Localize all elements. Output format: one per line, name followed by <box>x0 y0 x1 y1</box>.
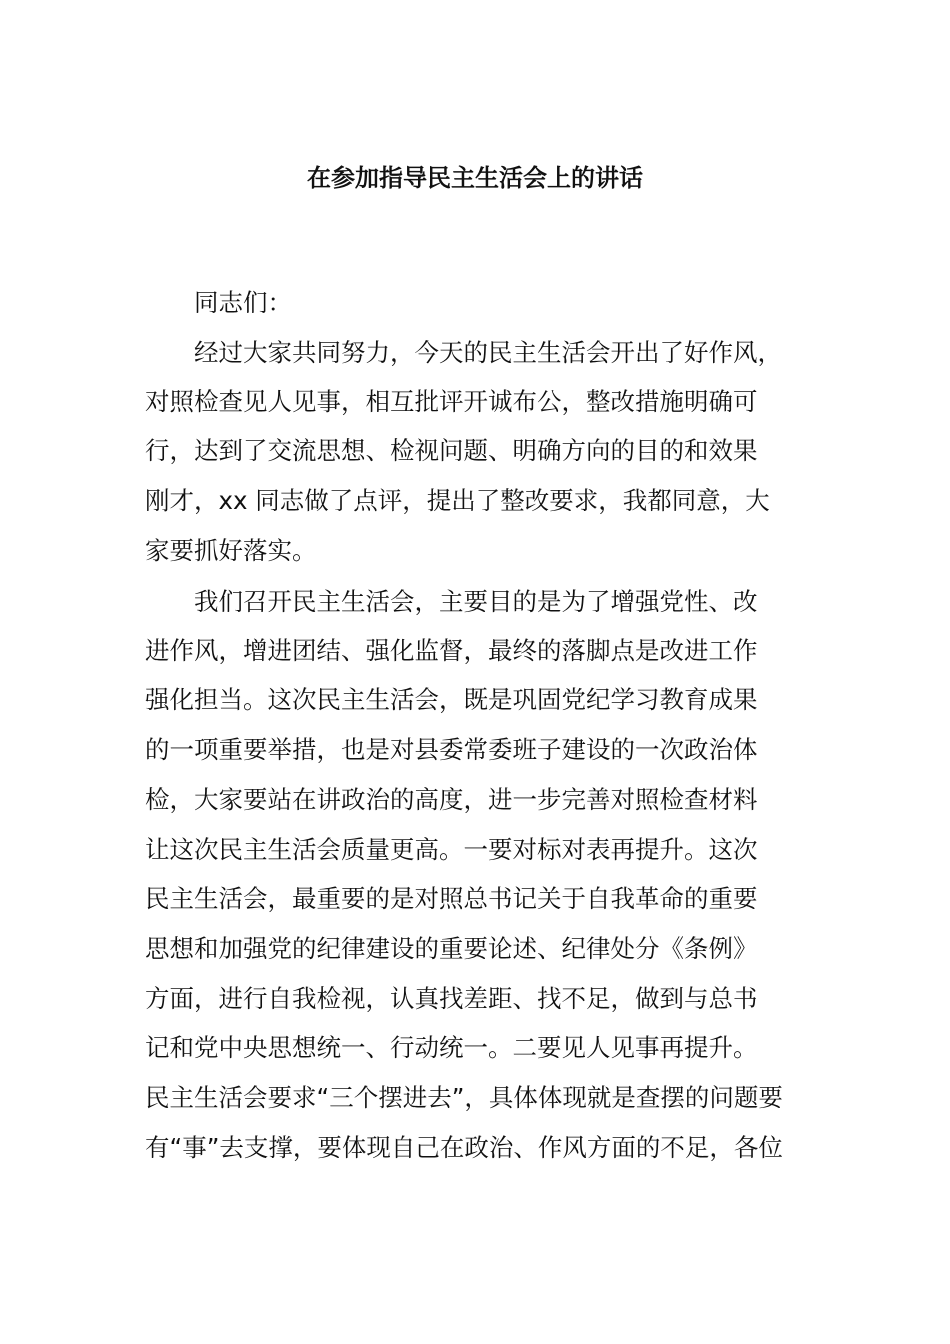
paragraph-line: 民主生活会要求“三个摆进去”，具体体现就是查摆的问题要 <box>145 1083 783 1112</box>
paragraph-line: 刚才，xx 同志做了点评，提出了整改要求，我都同意，大 <box>145 486 770 515</box>
paragraph-line: 检，大家要站在讲政治的高度，进一步完善对照检查材料 <box>145 785 758 814</box>
paragraph-line: 家要抓好落实。 <box>145 536 317 565</box>
paragraph-line: 思想和加强党的纪律建设的重要论述、纪律处分《条例》 <box>145 934 758 963</box>
salutation: 同志们： <box>194 288 292 317</box>
paragraph-line: 对照检查见人见事，相互批评开诚布公，整改措施明确可 <box>145 387 758 416</box>
paragraph-line: 民主生活会，最重要的是对照总书记关于自我革命的重要 <box>145 884 758 913</box>
paragraph-line: 让这次民主生活会质量更高。一要对标对表再提升。这次 <box>145 835 758 864</box>
paragraph-line: 的一项重要举措，也是对县委常委班子建设的一次政治体 <box>145 735 758 764</box>
document-title: 在参加指导民主生活会上的讲话 <box>307 164 643 192</box>
paragraph-line: 方面，进行自我检视，认真找差距、找不足，做到与总书 <box>145 984 758 1013</box>
paragraph-line: 行，达到了交流思想、检视问题、明确方向的目的和效果 <box>145 436 758 465</box>
paragraph-line: 我们召开民主生活会，主要目的是为了增强党性、改 <box>194 587 758 616</box>
paragraph-line: 经过大家共同努力，今天的民主生活会开出了好作风， <box>194 338 782 367</box>
paragraph-line: 强化担当。这次民主生活会，既是巩固党纪学习教育成果 <box>145 685 758 714</box>
paragraph-line: 进作风，增进团结、强化监督，最终的落脚点是改进工作 <box>145 636 758 665</box>
paragraph-line: 记和党中央思想统一、行动统一。二要见人见事再提升。 <box>145 1033 758 1062</box>
paragraph-line: 有“事”去支撑，要体现自己在政治、作风方面的不足，各位 <box>145 1133 783 1162</box>
